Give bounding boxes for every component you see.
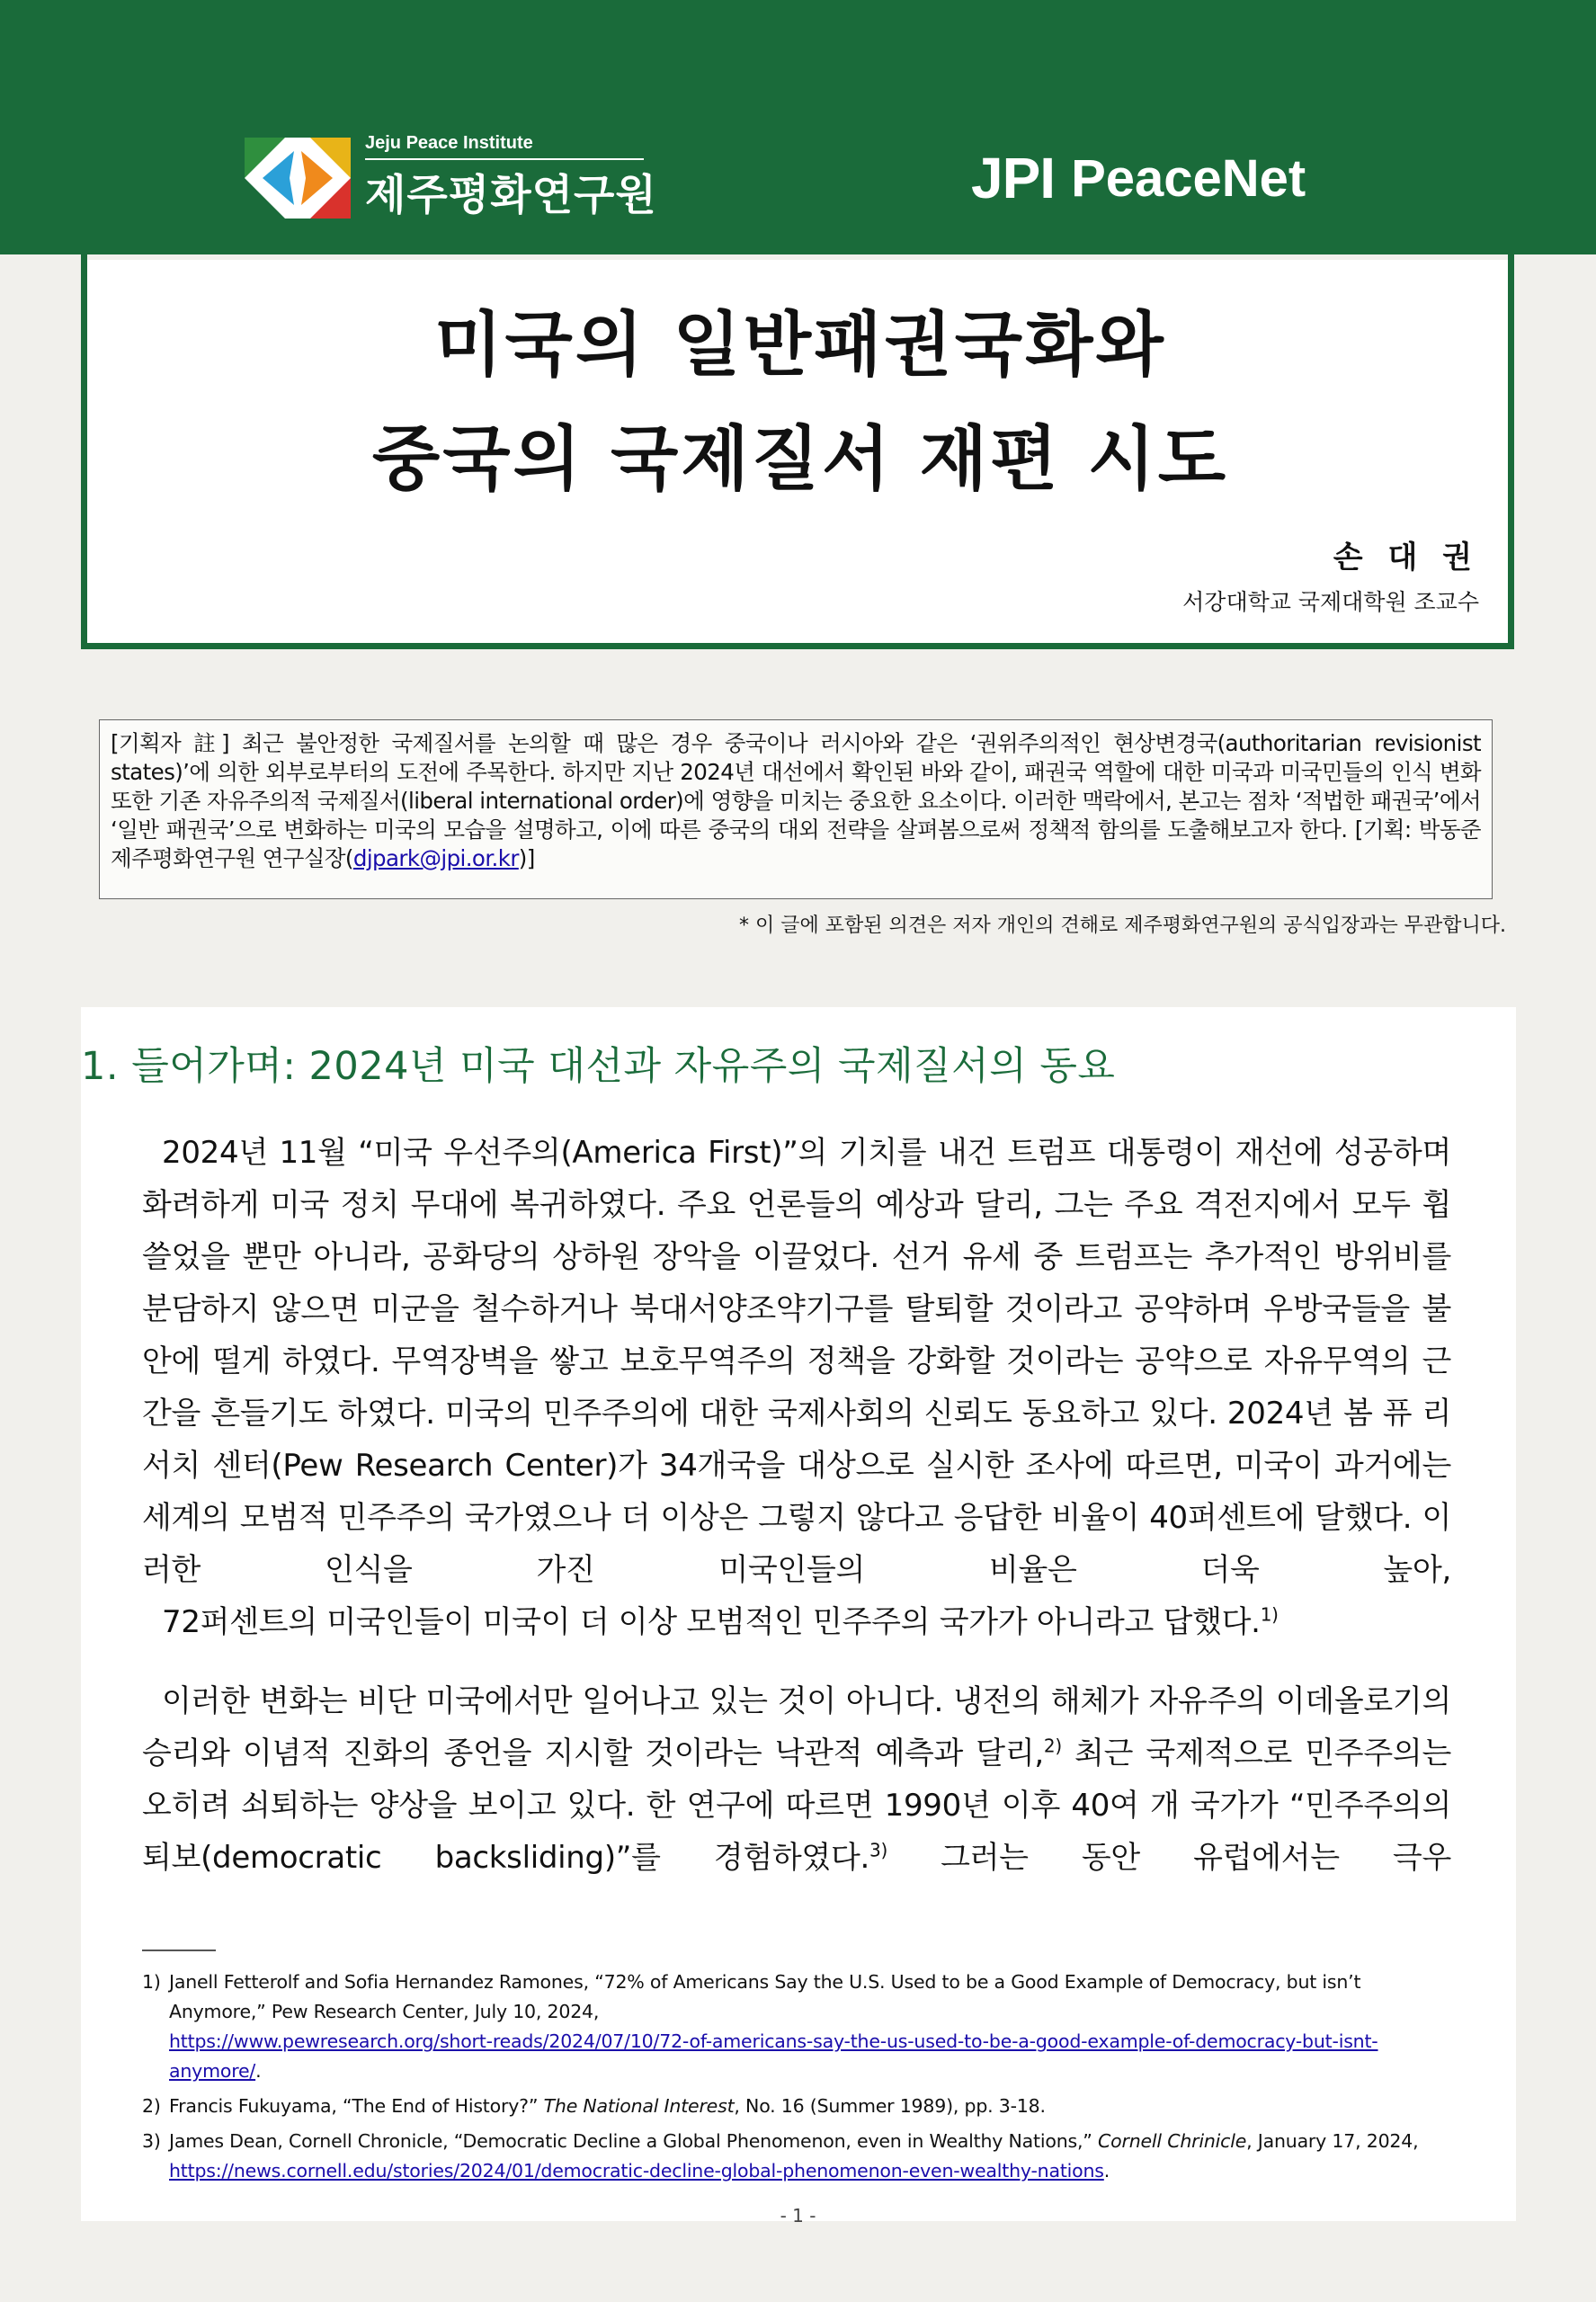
logo-korean-name: 제주평화연구원	[365, 171, 657, 220]
footnote-3: 3) James Dean, Cornell Chronicle, “Democratic Decline a Global Phenomenon, even in Wealthy Nations,” Cornell Chrinicle, January 17, 2024, https://news.cornell.edu/stories/2024/01/democratic-decline-global-phenomenon-even-wealthy-nations.	[142, 2130, 1419, 2182]
footnote-divider	[142, 1950, 216, 1951]
paragraph-1-last-line: 72퍼센트의 미국인들이 미국이 더 이상 모범적인 민주주의 국가가 아니라고 답했다.$^{1)}$	[162, 1603, 1279, 1640]
footnote-ref-1[interactable]: 1)	[1260, 1603, 1279, 1626]
logo-english-name: Jeju Peace Institute	[365, 133, 644, 160]
footnote-2: 2) Francis Fukuyama, “The End of History?” The National Interest, No. 16 (Summer 1989), pp. 3-18.	[142, 2095, 1046, 2117]
footnote-1: 1) Janell Fetterolf and Sofia Hernandez Ramones, “72% of Americans Say the U.S. Used to be a Good Example of Democracy, but isn’t Anymore,” Pew Research Center, July 10, 2024, https://www.pewresearch.org/short-reads/2024/07/10/72-of-americans-say-the-us-used-to-be-a-good-example-of-democracy-but-isnt-anymore/.	[142, 1971, 1378, 2082]
footnotes	[142, 1967, 1455, 2186]
author-name: 손 대 권	[1333, 540, 1479, 576]
editor-note-text: [기획자 註] 최근 불안정한 국제질서를 논의할 때 많은 경우 중국이나 러시아와 같은 ‘권위주의적인 현상변경국(authoritarian revisionist states)’에 의한 외부로부터의 도전에 주목한다. 하지만 지난 2024년 대선에서 확인된 바와 같이, 패권국 역할에 대한 미국과 미국민들의 인식 변화 또한 기존 자유주의적 국제질서(liberal international order)에 영향을 미치는 중요한 요소이다. 이러한 맥락에서, 본고는 점차 ‘적법한 패권국’에서 ‘일반 패권국’으로 변화하는 미국의 모습을 설명하고, 이에 따른 중국의 대외 전략을 살펴봄으로써 정책적 함의를 도출해보고자 한다. [기획: 박동준 제주평화연구원 연구실장(	[111, 730, 1481, 871]
paragraph-2: 이러한 변화는 비단 미국에서만 일어나고 있는 것이 아니다. 냉전의 해체가 자유주의 이데올로기의 승리와 이념적 진화의 종언을 지시할 것이라는 낙관적 예측과 달리,$^{2)}$ 최근 국제적으로 민주주의는 오히려 쇠퇴하는 양상을 보이고 있다. 한 연구에 따르면 1990년 이후 40여 개 국가가 “민주주의의 퇴보(democratic backsliding)”를 경험하였다.$^{3)}$ 그러는 동안 유럽에서는 극우	[142, 1683, 1451, 1876]
editor-email-link[interactable]: djpark@jpi.or.kr	[352, 845, 519, 871]
footnote-ref-2[interactable]: 2)	[1043, 1735, 1062, 1757]
paragraph-1	[142, 1127, 1451, 1648]
title-line-1: 미국의 일반패권국화와	[434, 305, 1166, 386]
jpi-logo-text: JPI	[971, 146, 1056, 210]
editor-note-close: )]	[518, 845, 535, 871]
author-affiliation: 서강대학교 국제대학원 조교수	[1182, 589, 1479, 615]
disclaimer: * 이 글에 포함된 의견은 저자 개인의 견해로 제주평화연구원의 공식입장과는 무관합니다.	[739, 915, 1506, 937]
paragraph-1-text: 2024년 11월 “미국 우선주의(America First)”의 기치를 내건 트럼프 대통령이 재선에 성공하며 화려하게 미국 정치 무대에 복귀하였다. 주요 언론들의 예상과 달리, 그는 주요 격전지에서 모두 휩쓸었을 뿐만 아니라, 공화당의 상하원 장악을 이끌었다. 선거 유세 중 트럼프는 추가적인 방위비를 분담하지 않으면 미군을 철수하거나 북대서양조약기구를 탈퇴할 것이라고 공약하며 우방국들을 불안에 떨게 하였다. 무역장벽을 쌓고 보호무역주의 정책을 강화할 것이라는 공약으로 자유무역의 근간을 흔들기도 하였다. 미국의 민주주의에 대한 국제사회의 신뢰도 동요하고 있다. 2024년 봄 퓨 리서치 센터(Pew Research Center)가 34개국을 대상으로 실시한 조사에 따르면, 미국이 과거에는 세계의 모범적 민주주의 국가였으나 더 이상은 그렇지 않다고 응답한 비율이 40퍼센트에 달했다. 이러한 인식을 가진 미국인들의 비율은 더욱 높아,	[142, 1135, 1451, 1588]
peacenet-logo-text: PeaceNet	[1071, 148, 1306, 208]
section-1-heading: 1. 들어가며: 2024년 미국 대선과 자유주의 국제질서의 동요	[81, 1044, 1116, 1089]
page-number: - 1 -	[780, 2205, 816, 2226]
editor-note-box	[99, 719, 1493, 899]
footnote-3-link[interactable]: https://news.cornell.edu/stories/2024/01/democratic-decline-global-phenomenon-even-wealthy-nations	[169, 2160, 1104, 2182]
footnote-ref-3[interactable]: 3)	[869, 1839, 887, 1861]
title-line-2: 중국의 국제질서 재편 시도	[371, 419, 1229, 500]
footnote-1-link[interactable]: https://www.pewresearch.org/short-reads/2024/07/10/72-of-americans-say-the-us-used-to-be-a-good-example-of-democracy-but-isnt-anymore/	[169, 2030, 1378, 2082]
